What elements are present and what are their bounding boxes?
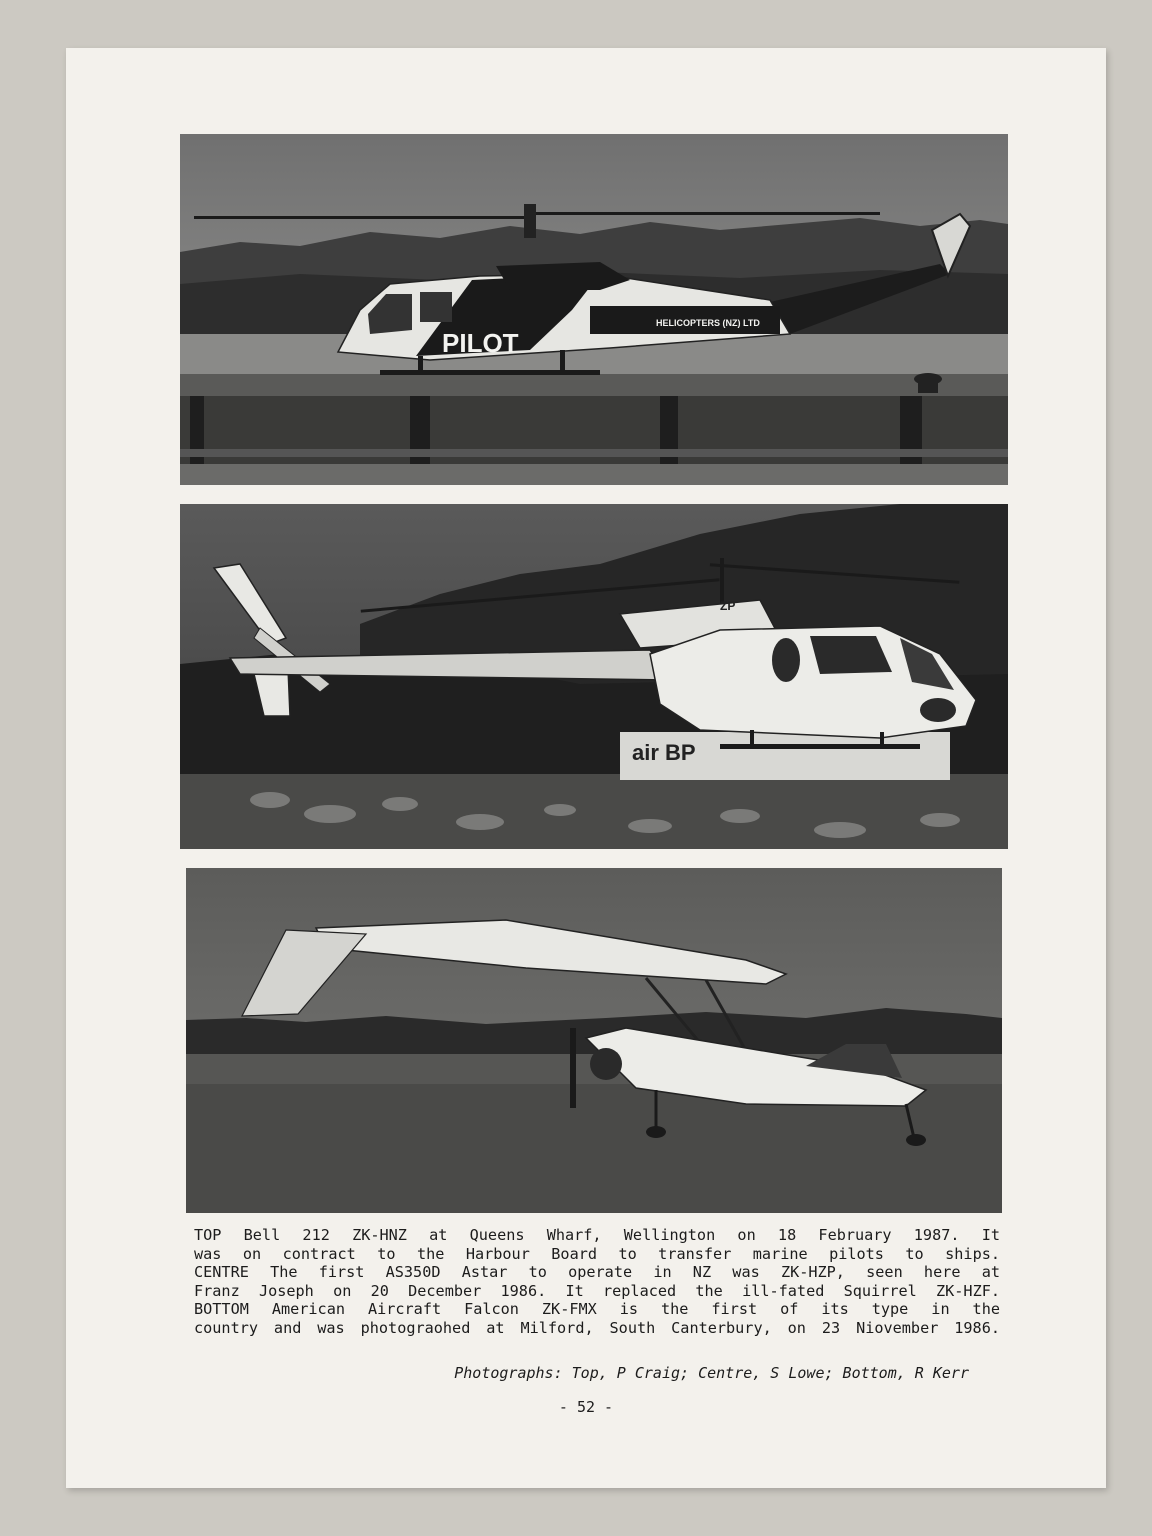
aircraft-photo-bottom-illustration <box>186 868 1002 1213</box>
caption-line-5: BOTTOM American Aircraft Falcon ZK-FMX is the first of its type in the <box>194 1300 1000 1318</box>
helicopter-photo-centre-illustration <box>180 504 1008 849</box>
page-number: - 52 - <box>558 1398 614 1416</box>
photo-bell-212-helicopter <box>180 134 1008 485</box>
photo-falcon-microlight-aircraft <box>186 868 1002 1213</box>
fuselage-operator-text: HELICOPTERS (NZ) LTD <box>656 318 760 328</box>
caption-line-2: was on contract to the Harbour Board to transfer marine pilots to ships. <box>194 1244 1000 1263</box>
engine-registration-text: ZP <box>720 599 736 613</box>
magazine-page <box>66 48 1106 1488</box>
caption-line-3: CENTRE The first AS350D Astar to operate in NZ was ZK-HZP, seen here at <box>194 1263 1000 1281</box>
air-bp-sign-text: air BP <box>632 740 696 765</box>
photo-as350d-astar-helicopter <box>180 504 1008 849</box>
helicopter-photo-top-illustration <box>180 134 1008 485</box>
fuselage-pilot-text: PILOT <box>442 328 519 358</box>
photo-captions <box>194 1226 1000 1337</box>
caption-line-1: TOP Bell 212 ZK-HNZ at Queens Wharf, Wellington on 18 February 1987. It <box>194 1226 1000 1244</box>
caption-line-6: country and was photograohed at Milford, South Canterbury, on 23 Niovember 1986. <box>194 1318 1000 1337</box>
caption-line-4: Franz Joseph on 20 December 1986. It replaced the ill-fated Squirrel ZK-HZF. <box>194 1281 1000 1300</box>
photo-credits: Photographs: Top, P Craig; Centre, S Lowe; Bottom, R Kerr <box>454 1364 969 1382</box>
